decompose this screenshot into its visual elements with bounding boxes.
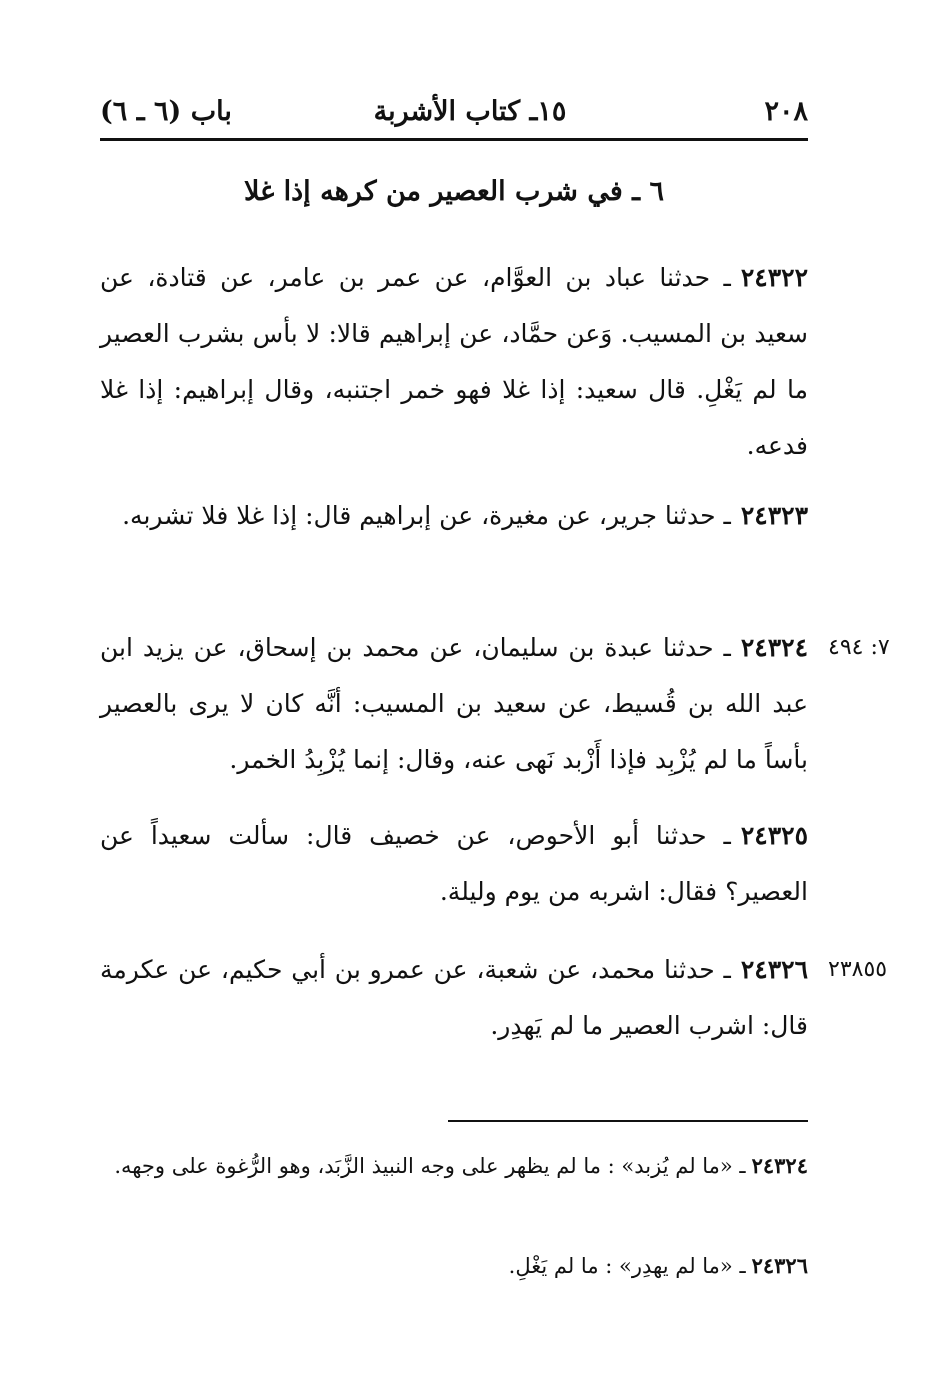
hadith-number: ٢٤٣٢٢ — [740, 263, 808, 292]
margin-reference: ٢٣٨٥٥ — [828, 957, 888, 982]
hadith-number: ٢٤٣٢٣ — [740, 501, 808, 530]
hadith-text: ـ حدثنا أبو الأحوص، عن خصيف قال: سألت سعيداً عن العصير؟ فقال: اشربه من يوم وليلة. — [100, 821, 808, 906]
hadith-text: ـ حدثنا جرير، عن مغيرة، عن إبراهيم قال: إذا غلا فلا تشربه. — [122, 501, 731, 530]
hadith-number: ٢٤٣٢٤ — [740, 633, 808, 662]
hadith-text: ـ حدثنا محمد، عن شعبة، عن عمرو بن أبي حكيم، عن عكرمة قال: اشرب العصير ما لم يَهدِر. — [100, 955, 808, 1040]
hadith-entry — [100, 620, 808, 788]
hadith-number: ٢٤٣٢٥ — [740, 821, 808, 850]
running-head-chapter: باب (٦ ـ ٦) — [100, 96, 232, 127]
hadith-text: ـ حدثنا عباد بن العوَّام، عن عمر بن عامر، عن قتادة، عن سعيد بن المسيب. وَعن حمَّاد، عن إبراهيم قالا: لا بأس بشرب العصير ما لم يَغْلِ. قال سعيد: إذا غلا فهو خمر اجتنبه، وقال إبراهيم: إذا غلا فدعه. — [100, 263, 808, 460]
page-number: ٢٠٨ — [764, 96, 808, 127]
header-rule — [100, 138, 808, 141]
hadith-entry — [100, 808, 808, 920]
footnote-number: ٢٤٣٢٤ — [751, 1153, 808, 1178]
hadith-text: ـ حدثنا عبدة بن سليمان، عن محمد بن إسحاق، عن يزيد ابن عبد الله بن قُسيط، عن سعيد بن المسيب: أنَّه كان لا يرى بالعصير بأساً ما لم يُزْبِد فإذا أَزْبد نَهى عنه، وقال: إنما يُزْبِدُ الخمر. — [100, 633, 808, 774]
footnote — [100, 1240, 808, 1292]
footnote — [100, 1140, 808, 1192]
running-head-book-title: ١٥ـ كتاب الأشربة — [373, 96, 567, 127]
margin-reference: ٧: ٤٩٤ — [828, 635, 890, 660]
footnote-rule — [448, 1120, 808, 1122]
footnote-text: ـ «ما لم يهدِر» : ما لم يَغْلِ. — [508, 1254, 746, 1278]
hadith-entry — [100, 488, 808, 544]
footnote-text: ـ «ما لم يُزبد» : ما لم يظهر على وجه النبيذ الزَّبَد، وهو الرُّغوة على وجهه. — [114, 1154, 746, 1178]
section-title: ٦ ـ في شرب العصير من كرهه إذا غلا — [244, 176, 664, 207]
hadith-number: ٢٤٣٢٦ — [740, 955, 808, 984]
footnote-number: ٢٤٣٢٦ — [751, 1253, 808, 1278]
hadith-entry — [100, 942, 808, 1054]
hadith-entry — [100, 250, 808, 474]
